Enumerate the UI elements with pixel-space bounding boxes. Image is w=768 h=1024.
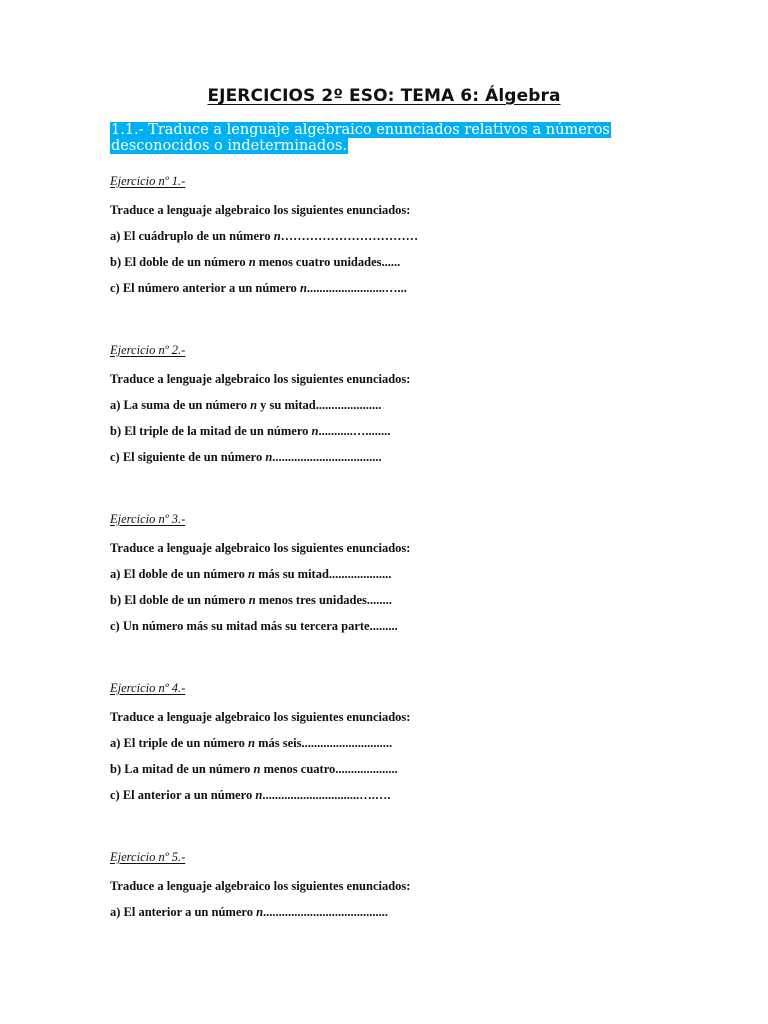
exercise-item — [110, 760, 670, 778]
exercise-item — [110, 734, 670, 752]
item-blank: más seis............................. — [254, 736, 393, 750]
exercise-intro: Traduce a lenguaje algebraico los siguientes enunciados: — [110, 372, 411, 386]
item-variable: n — [265, 450, 273, 464]
item-text: b) El triple de la mitad de un número — [110, 424, 312, 438]
item-blank: ...........…........ — [318, 424, 391, 438]
exercise-4 — [110, 679, 670, 812]
exercise-item — [110, 396, 670, 414]
item-variable: n — [248, 567, 255, 581]
item-blank: .........................…... — [306, 281, 407, 295]
item-variable: n — [256, 905, 264, 919]
item-variable: n — [247, 736, 255, 750]
exercise-title: Ejercicio nº 5.- — [110, 850, 186, 864]
item-text: a) El doble de un número — [110, 567, 248, 581]
exercise-item — [110, 253, 670, 271]
exercise-title: Ejercicio nº 3.- — [110, 512, 186, 526]
exercise-item — [110, 422, 670, 440]
item-text: a) El triple de un número — [110, 736, 248, 750]
exercise-intro: Traduce a lenguaje algebraico los siguientes enunciados: — [110, 879, 411, 893]
item-blank: menos cuatro unidades...... — [255, 255, 401, 269]
item-blank: …………………………… — [280, 229, 419, 243]
item-text: a) El cuádruplo de un número — [110, 229, 274, 243]
item-text: b) La mitad de un número — [110, 762, 254, 776]
item-text: b) El doble de un número — [110, 255, 249, 269]
section-heading-text: 1.1.- Traduce a lenguaje algebraico enunciados relativos a números desconocidos o indeterminados. — [111, 122, 610, 154]
exercise-item — [110, 279, 670, 297]
item-text: a) El anterior a un número — [110, 905, 257, 919]
item-text: c) El siguiente de un número — [110, 450, 266, 464]
item-text: c) El número anterior a un número — [110, 281, 300, 295]
exercise-item — [110, 617, 670, 635]
page-title: EJERCICIOS 2º ESO: TEMA 6: Álgebra — [207, 86, 561, 106]
item-blank: y su mitad..................... — [257, 398, 382, 412]
exercise-title: Ejercicio nº 1.- — [110, 174, 186, 188]
exercise-item — [110, 227, 670, 245]
item-variable: n — [253, 762, 261, 776]
item-text: c) Un número más su mitad más su tercera parte......... — [110, 619, 398, 633]
exercise-5 — [110, 848, 670, 929]
item-variable: n — [311, 424, 319, 438]
exercise-3 — [110, 510, 670, 643]
item-blank: ................................... — [272, 450, 382, 464]
item-blank: menos tres unidades........ — [255, 593, 392, 607]
item-variable: n — [250, 398, 258, 412]
item-text: b) El doble de un número — [110, 593, 249, 607]
item-variable: n — [248, 255, 256, 269]
item-text: c) El anterior a un número — [110, 788, 256, 802]
exercise-item — [110, 591, 670, 609]
item-text: a) La suma de un número — [110, 398, 251, 412]
section-heading — [110, 122, 662, 154]
exercise-title: Ejercicio nº 2.- — [110, 343, 186, 357]
exercise-item — [110, 903, 670, 921]
exercise-intro: Traduce a lenguaje algebraico los siguientes enunciados: — [110, 710, 411, 724]
exercise-1 — [110, 172, 670, 305]
exercise-item — [110, 448, 670, 466]
exercise-intro: Traduce a lenguaje algebraico los siguientes enunciados: — [110, 541, 411, 555]
item-blank: más su mitad.................... — [254, 567, 392, 581]
item-variable: n — [273, 229, 281, 243]
exercise-title: Ejercicio nº 4.- — [110, 681, 186, 695]
item-variable: n — [299, 281, 307, 295]
exercise-intro: Traduce a lenguaje algebraico los siguientes enunciados: — [110, 203, 411, 217]
item-variable: n — [248, 593, 256, 607]
item-blank: menos cuatro.................... — [260, 762, 398, 776]
item-blank: ...............................….…. — [262, 788, 391, 802]
item-variable: n — [255, 788, 263, 802]
exercise-item — [110, 786, 670, 804]
exercise-2 — [110, 341, 670, 474]
item-blank: ........................................ — [263, 905, 389, 919]
exercise-item — [110, 565, 670, 583]
